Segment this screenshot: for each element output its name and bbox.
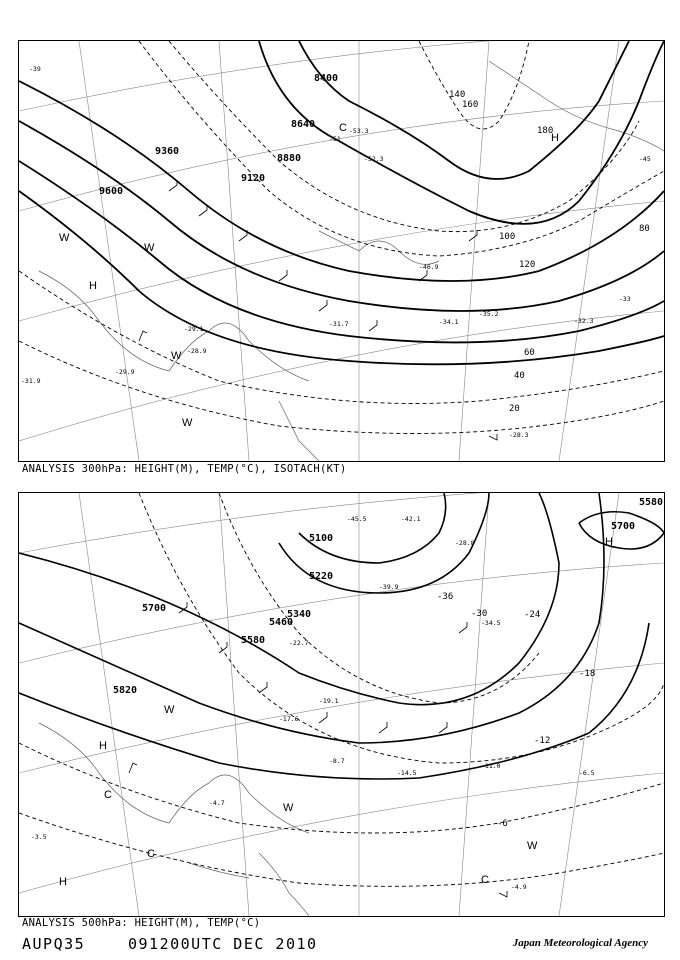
height-label: 5580 <box>241 635 266 646</box>
map-500hpa-canvas <box>19 493 664 916</box>
height-label: 5340 <box>287 609 312 620</box>
height-label: 9360 <box>155 146 180 157</box>
isotach-label: 180 <box>537 126 554 136</box>
temp-label: -39 <box>29 65 41 73</box>
pressure-center-label: C <box>481 874 489 886</box>
isotach-label: 20 <box>509 404 520 414</box>
station-value: -19.1 <box>319 697 339 705</box>
temp-label: -32.3 <box>574 317 594 325</box>
pressure-center-label: W <box>283 802 294 814</box>
wind-barbs <box>129 602 507 897</box>
coastline <box>39 723 309 916</box>
isotach-label: 160 <box>462 100 479 110</box>
height-label: 5820 <box>113 685 138 696</box>
isotach-label: 120 <box>519 260 536 270</box>
height-label: 8880 <box>277 153 302 164</box>
height-label: 8640 <box>291 119 316 130</box>
coastline <box>39 61 664 461</box>
temp-label: -53.3 <box>349 127 369 135</box>
height-label: 5460 <box>269 617 294 628</box>
pressure-center-label: W <box>171 350 182 362</box>
map-panel-500hpa <box>18 492 665 917</box>
height-label: 5580 <box>639 497 664 508</box>
height-label: 5700 <box>611 521 636 532</box>
pressure-center-label: W <box>144 242 155 254</box>
temp-label: -34.1 <box>439 318 459 326</box>
temp-label: -29.9 <box>115 368 135 376</box>
pressure-center-label: C <box>147 848 155 860</box>
graticule <box>19 493 664 916</box>
temp-label: -30 <box>471 609 488 619</box>
temp-label: -24 <box>524 610 541 620</box>
pressure-center-label: H <box>605 536 613 548</box>
pressure-center-label: H <box>551 132 559 144</box>
station-value: -6.5 <box>579 769 595 777</box>
isotach-label: 100 <box>499 232 516 242</box>
chart-code: AUPQ35 <box>22 935 86 953</box>
pressure-center-label: H <box>59 876 67 888</box>
station-value: -17.6 <box>279 715 299 723</box>
caption-500hpa: ANALYSIS 500hPa: HEIGHT(M), TEMP(°C) <box>22 917 261 929</box>
isotach-label: 80 <box>639 224 650 234</box>
station-value: -22.7 <box>289 639 309 647</box>
station-value: -28.8 <box>455 539 475 547</box>
temp-label: -33 <box>619 295 631 303</box>
station-value: -11.0 <box>481 762 501 770</box>
station-value: -8.7 <box>329 757 345 765</box>
temp-label: -31.7 <box>329 320 349 328</box>
station-value: -3.5 <box>31 833 47 841</box>
temp-label: -6 <box>497 819 508 829</box>
pressure-center-label: W <box>59 232 70 244</box>
caption-300hpa: ANALYSIS 300hPa: HEIGHT(M), TEMP(°C), ISOTACH(KT) <box>22 463 347 475</box>
height-label: 5220 <box>309 571 334 582</box>
temp-label: -36 <box>437 592 454 602</box>
height-label: 5100 <box>309 533 334 544</box>
pressure-center-label: W <box>164 704 175 716</box>
temp-label: -12 <box>534 736 551 746</box>
isotach-label: 60 <box>524 348 535 358</box>
pressure-center-label: C <box>339 122 347 134</box>
height-label: 8400 <box>314 73 339 84</box>
temp-label: -28.9 <box>187 347 207 355</box>
temp-label: -45 <box>639 155 651 163</box>
map-panel-300hpa <box>18 40 665 462</box>
temp-label: -51 <box>329 135 341 143</box>
station-value: -34.5 <box>481 619 501 627</box>
temp-label: -35.2 <box>479 310 499 318</box>
temp-label: -28.3 <box>509 431 529 439</box>
station-value: -14.5 <box>397 769 417 777</box>
pressure-center-label: H <box>89 280 97 292</box>
pressure-center-label: H <box>99 740 107 752</box>
height-label: 5700 <box>142 603 167 614</box>
station-value: -4.9 <box>511 883 527 891</box>
station-value: -45.5 <box>347 515 367 523</box>
isotach-label: 140 <box>449 90 466 100</box>
station-value: -39.9 <box>379 583 399 591</box>
station-value: -42.1 <box>401 515 421 523</box>
height-label: 9120 <box>241 173 266 184</box>
valid-time: 091200UTC DEC 2010 <box>128 935 318 953</box>
temp-label: -31.9 <box>21 377 41 385</box>
height-label: 9600 <box>99 186 124 197</box>
temp-label: -46.9 <box>419 263 439 271</box>
isotach-label: 40 <box>514 371 525 381</box>
temp-label: -29.1 <box>184 325 204 333</box>
pressure-center-label: W <box>182 417 193 429</box>
pressure-center-label: W <box>527 840 538 852</box>
map-300hpa-canvas <box>19 41 664 461</box>
temp-label: -52.3 <box>364 155 384 163</box>
temp-label: -18 <box>579 669 596 679</box>
station-value: -4.7 <box>209 799 225 807</box>
graticule <box>19 41 664 461</box>
agency-name: Japan Meteorological Agency <box>512 937 648 949</box>
pressure-center-label: C <box>104 789 112 801</box>
